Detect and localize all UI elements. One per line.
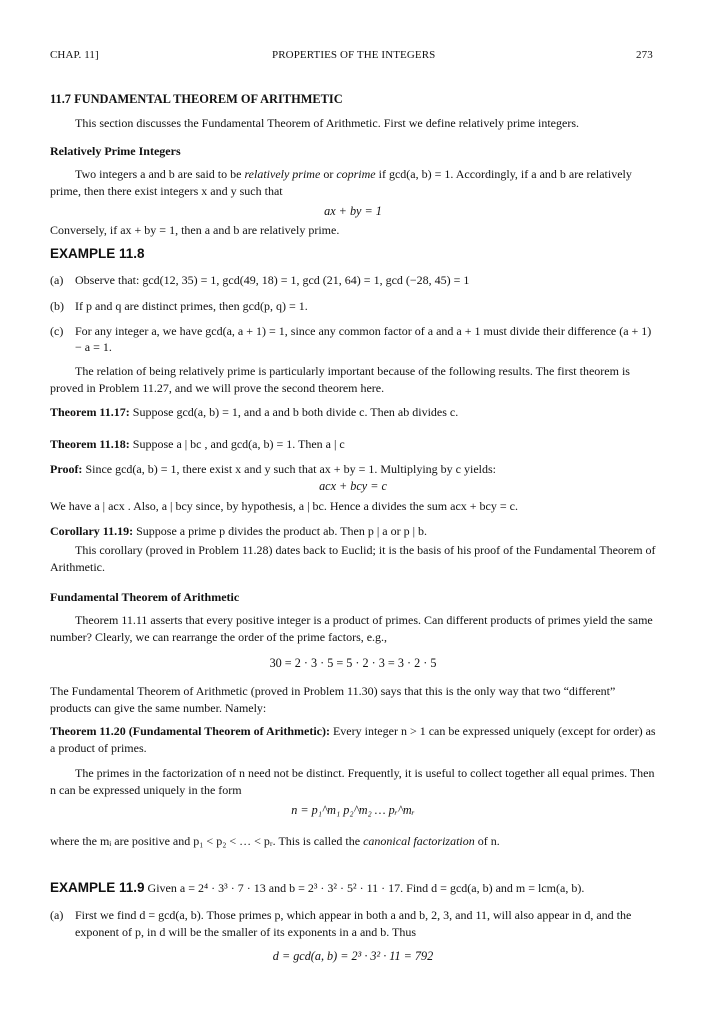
item-label: (a)	[50, 908, 64, 922]
example-11-8-item-b	[50, 298, 656, 314]
theorem-11-17: Theorem 11.17: Suppose gcd(a, b) = 1, and a and b both divide c. Then ab divides c.	[50, 405, 459, 419]
subsection-heading-fundamental: Fundamental Theorem of Arithmetic	[50, 590, 240, 604]
example-11-8-item-c	[50, 323, 656, 355]
page-number: 273	[636, 49, 653, 61]
item-label: (b)	[50, 299, 64, 313]
item-label: (c)	[50, 324, 64, 338]
section-heading: 11.7 FUNDAMENTAL THEOREM OF ARITHMETIC	[50, 92, 343, 106]
example-11-9-item-a	[50, 907, 656, 941]
item-text: If p and q are distinct primes, then gcd(p, q) = 1.	[75, 299, 308, 313]
fundamental-uniqueness: The Fundamental Theorem of Arithmetic (proved in Problem 11.30) says that this is the only way that two “different” products can give the same number. Namely:	[50, 684, 616, 715]
section-intro: This section discusses the Fundamental Theorem of Arithmetic. First we define relatively prime integers.	[75, 116, 579, 130]
corollary-note: This corollary (proved in Problem 11.28) dates back to Euclid; it is the basis of his proof of the Fundamental Theorem of Arithmetic.	[50, 543, 656, 574]
running-head-chapter: CHAP. 11]	[50, 49, 99, 61]
canonical-intro: The primes in the factorization of n need not be distinct. Frequently, it is useful to collect together all equal primes. Then n can be expressed uniquely in the form	[50, 766, 655, 797]
equation-canonical: n = p₁^m₁ p₂^m₂ … pᵣ^mᵣ	[291, 803, 415, 817]
canonical-definition: where the mᵢ are positive and p₁ < p₂ < … < pᵣ. This is called the canonical factorization of n.	[50, 834, 500, 848]
fundamental-intro: Theorem 11.11 asserts that every positive integer is a product of primes. Can different products of primes yield the same number? Clearly, we can rearrange the order of the prime factors, e.g.,	[50, 613, 653, 644]
proof-conclusion: We have a | acx . Also, a | bcy since, by hypothesis, a | bc. Hence a divides the sum acx + bcy = c.	[50, 499, 518, 513]
proof-paragraph: Proof: Since gcd(a, b) = 1, there exist x and y such that ax + by = 1. Multiplying by c yields:	[50, 462, 496, 476]
item-text: For any integer a, we have gcd(a, a + 1) = 1, since any common factor of a and a + 1 must divide their difference (a + 1) − a = 1.	[75, 324, 652, 354]
theorem-11-18: Theorem 11.18: Suppose a | bc , and gcd(a, b) = 1. Then a | c	[50, 437, 345, 451]
example-11-9-heading: EXAMPLE 11.9	[50, 880, 145, 895]
relatively-prime-importance: The relation of being relatively prime is particularly important because of the following results. The first theorem is proved in Problem 11.27, and we will prove the second theorem here.	[50, 364, 630, 395]
item-text: First we find d = gcd(a, b). Those primes p, which appear in both a and b, 2, 3, and 11, will also appear in d, and the exponent of p, in d will be the smaller of its exponents in a and b. Thus	[75, 908, 632, 939]
equation-thirty: 30 = 2 · 3 · 5 = 5 · 2 · 3 = 3 · 2 · 5	[269, 656, 437, 670]
example-11-8-item-a	[50, 272, 656, 288]
example-11-8-heading: EXAMPLE 11.8	[50, 246, 145, 261]
running-head-title: PROPERTIES OF THE INTEGERS	[272, 49, 436, 61]
subsection-heading-relatively-prime: Relatively Prime Integers	[50, 144, 181, 158]
equation-gcd-result: d = gcd(a, b) = 2³ · 3² · 11 = 792	[272, 949, 434, 963]
example-11-9-statement: EXAMPLE 11.9 Given a = 2⁴ · 3³ · 7 · 13 and b = 2³ · 3² · 5² · 11 · 17. Find d = gcd(a, b) and m = lcm(a, b).	[50, 880, 585, 895]
item-text: Observe that: gcd(12, 35) = 1, gcd(49, 18) = 1, gcd (21, 64) = 1, gcd (−28, 45) = 1	[75, 273, 470, 287]
converse-statement: Conversely, if ax + by = 1, then a and b are relatively prime.	[50, 223, 340, 237]
theorem-11-20: Theorem 11.20 (Fundamental Theorem of Arithmetic): Every integer n > 1 can be expressed uniquely (except for order) as a product of primes.	[50, 724, 656, 755]
relatively-prime-definition: Two integers a and b are said to be relatively prime or coprime if gcd(a, b) = 1. Accordingly, if a and b are relatively prime, then there exist integers x and y such that	[50, 167, 632, 198]
equation-bezout: ax + by = 1	[324, 204, 382, 218]
corollary-11-19: Corollary 11.19: Suppose a prime p divides the product ab. Then p | a or p | b.	[50, 524, 427, 538]
equation-proof: acx + bcy = c	[319, 479, 387, 493]
item-label: (a)	[50, 273, 64, 287]
